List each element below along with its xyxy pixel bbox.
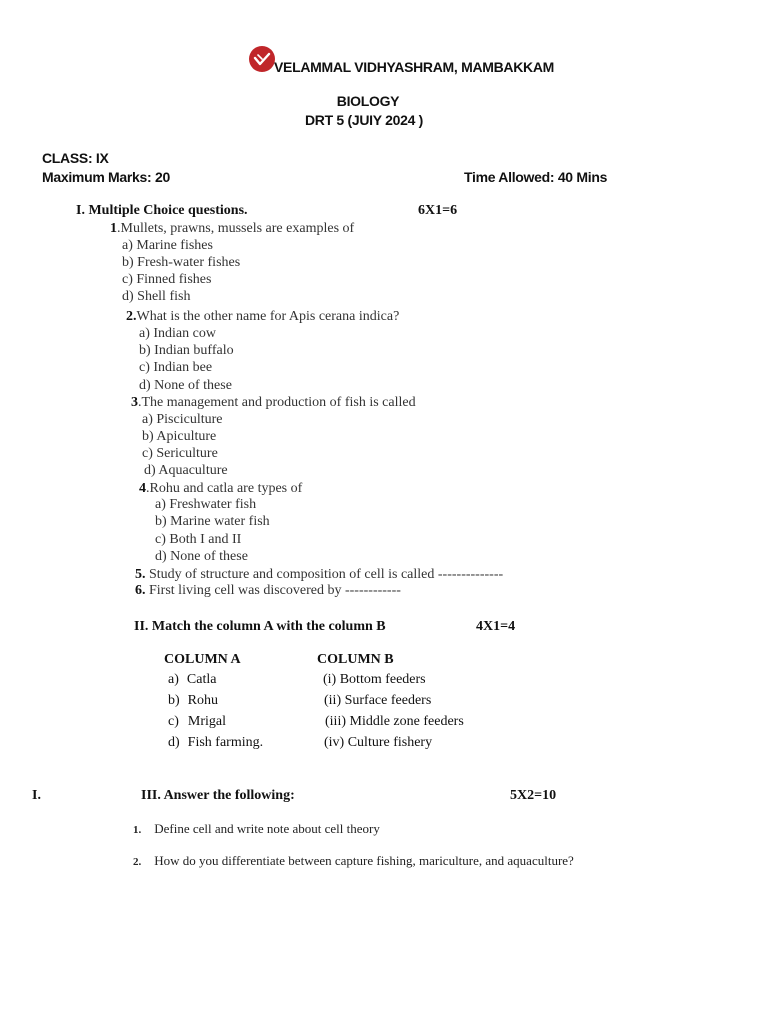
mcq-option: d) None of these: [155, 549, 248, 564]
mcq-option: a) Marine fishes: [122, 238, 213, 253]
mcq-option: b) Indian buffalo: [139, 343, 234, 358]
section2-title: II. Match the column A with the column B: [134, 619, 386, 634]
section3-roman: I.: [32, 788, 41, 803]
mcq-option: d) Shell fish: [122, 289, 191, 304]
fill-question-6: 6. First living cell was discovered by ------------: [135, 583, 401, 598]
mcq-option: a) Pisciculture: [142, 412, 223, 427]
column-b-item: (ii) Surface feeders: [324, 693, 432, 708]
max-marks: Maximum Marks: 20: [42, 169, 170, 185]
mcq-option: c) Indian bee: [139, 360, 213, 375]
mcq-option: c) Both I and II: [155, 532, 242, 547]
section3-title: III. Answer the following:: [141, 788, 295, 803]
subject-title: BIOLOGY: [336, 93, 400, 109]
answer-question-1: 1. Define cell and write note about cell theory: [133, 821, 380, 836]
column-a-item: a) Catla: [168, 672, 217, 687]
mcq-option: c) Sericulture: [142, 446, 218, 461]
mcq-option: b) Marine water fish: [155, 514, 270, 529]
mcq-option: a) Indian cow: [139, 326, 216, 341]
mcq-option: c) Finned fishes: [122, 272, 212, 287]
section1-title: I. Multiple Choice questions.: [76, 203, 248, 218]
mcq-option: d) None of these: [139, 378, 232, 393]
answer-question-2: 2. How do you differentiate between capture fishing, mariculture, and aquaculture?: [133, 853, 574, 868]
mcq-option: b) Apiculture: [142, 429, 217, 444]
class-label: CLASS: IX: [42, 150, 109, 166]
school-name: VELAMMAL VIDHYASHRAM, MAMBAKKAM: [274, 59, 555, 75]
mcq-question-3: 3.The management and production of fish is called: [131, 395, 416, 410]
test-title: DRT 5 (JUIY 2024 ): [304, 112, 424, 128]
mcq-option: d) Aquaculture: [144, 463, 228, 478]
time-allowed: Time Allowed: 40 Mins: [464, 169, 608, 185]
mcq-question-1: 1.Mullets, prawns, mussels are examples of: [110, 221, 355, 236]
school-logo-icon: [249, 46, 275, 72]
mcq-option: b) Fresh-water fishes: [122, 255, 241, 270]
mcq-question-4: 4.Rohu and catla are types of: [139, 481, 303, 496]
column-b-header: COLUMN B: [317, 652, 394, 667]
fill-question-5: 5. Study of structure and composition of cell is called --------------: [135, 567, 504, 582]
column-a-header: COLUMN A: [164, 652, 241, 667]
section3-marks: 5X2=10: [510, 788, 557, 803]
column-a-item: c) Mrigal: [168, 714, 226, 729]
column-b-item: (i) Bottom feeders: [323, 672, 426, 687]
section1-marks: 6X1=6: [418, 203, 458, 218]
column-a-item: d) Fish farming.: [168, 735, 264, 750]
mcq-question-2: 2.What is the other name for Apis cerana indica?: [126, 309, 400, 324]
column-a-item: b) Rohu: [168, 693, 219, 708]
section2-marks: 4X1=4: [476, 619, 516, 634]
mcq-option: a) Freshwater fish: [155, 497, 257, 512]
column-b-item: (iv) Culture fishery: [324, 735, 433, 750]
column-b-item: (iii) Middle zone feeders: [325, 714, 464, 729]
